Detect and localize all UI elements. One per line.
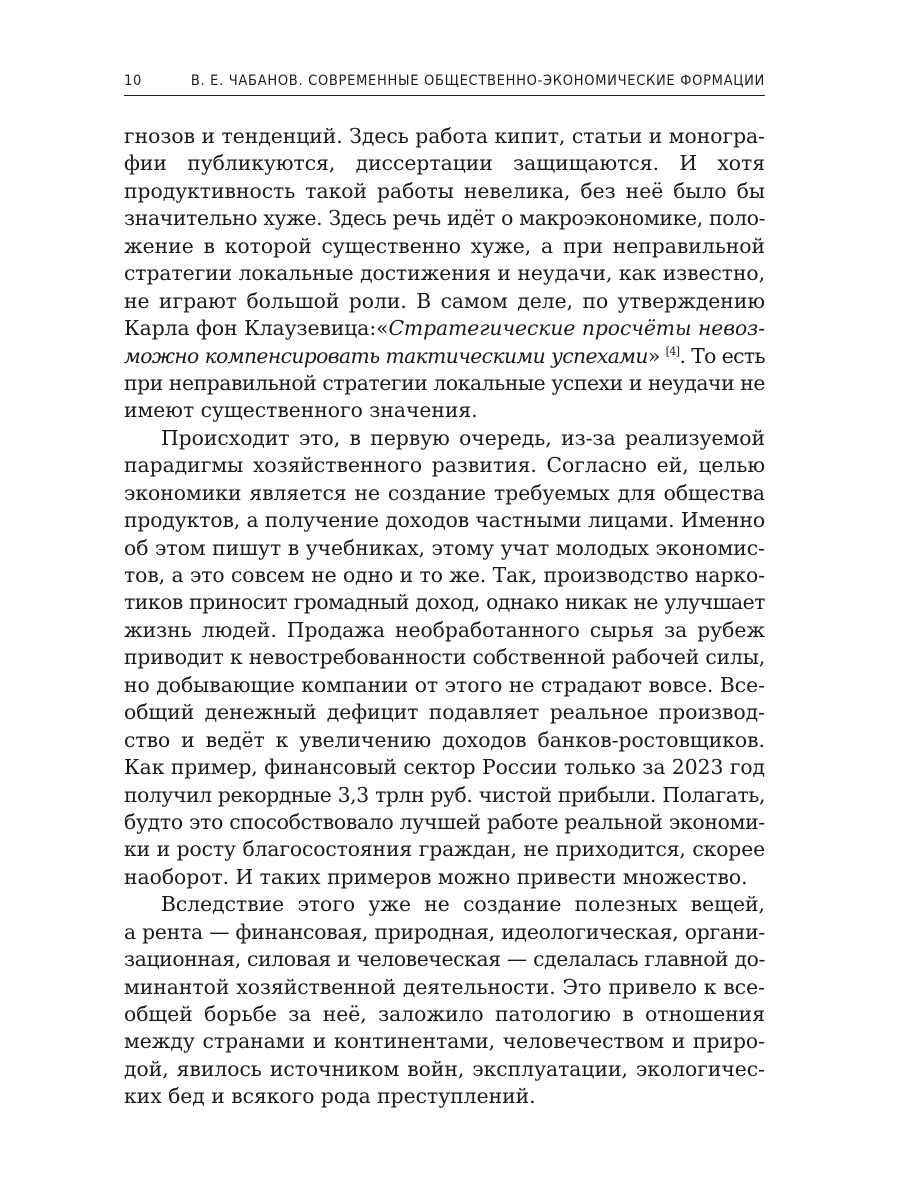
text-line: об этом пишут в учебниках, этому учат молодых экономис-	[124, 535, 765, 560]
text-line: ких бед и всякого рода преступлений.	[124, 1084, 536, 1109]
quote-tail: . То есть	[679, 343, 765, 368]
page-number: 10	[124, 73, 142, 89]
paragraph-1	[124, 123, 765, 425]
text-line: общей борьбе за неё, заложило патологию в отношения	[124, 1002, 765, 1026]
text-line: тиков приносит громадный доход, однако никак не улучшает	[124, 590, 765, 615]
text-line: общий денежный дефицит подавляет реальное производ-	[124, 700, 765, 725]
text-line: не играют большой роли. В самом деле, по утверждению	[124, 288, 765, 313]
body-text	[124, 123, 765, 1111]
footnote-reference[interactable]: [4]	[665, 344, 680, 358]
paragraph-2	[124, 425, 765, 891]
text-line: экономики является не создание требуемых для общества	[124, 480, 765, 505]
text-line: имеют существенного значения.	[124, 398, 478, 423]
clausewitz-quote-end: можно компенсировать тактическими успехами	[124, 343, 648, 368]
text-line: значительно хуже. Здесь речь идёт о макроэкономике, поло-	[124, 206, 766, 231]
text-line: ство и ведёт к увеличению доходов банков-ростовщиков.	[124, 727, 765, 752]
text-line: при неправильной стратегии локальные успехи и неудачи не	[124, 370, 765, 395]
text-line: будто это способствовало лучшей работе реальной экономи-	[124, 809, 765, 834]
text-line: дой, явилось источником войн, эксплуатации, экологичес-	[124, 1056, 765, 1081]
clausewitz-quote-start: Стратегические просчёты невоз-	[388, 316, 765, 341]
text-line: Как пример, финансовый сектор России только за 2023 год	[124, 755, 765, 780]
text-line: гнозов и тенденций. Здесь работа кипит, статьи и моногра-	[124, 124, 765, 148]
quote-close: »	[647, 343, 666, 368]
text-line: Вследствие этого уже не создание полезных вещей,	[161, 892, 765, 917]
paragraph-3	[124, 891, 765, 1111]
quote-line	[124, 343, 765, 370]
text-line: жение в которой существенно хуже, а при неправильной	[124, 233, 765, 258]
text-line: а рента — финансовая, природная, идеологическая, органи-	[124, 919, 766, 944]
running-header	[124, 66, 765, 90]
text-line: тов, а это совсем не одно и то же. Так, производство нарко-	[124, 563, 765, 587]
quote-lead-in: Карла фон Клаузевица:«	[124, 316, 389, 341]
text-line: получил рекордные 3,3 трлн руб. чистой прибыли. Полагать,	[124, 782, 765, 807]
text-line: Происходит это, в первую очередь, из-за реализуемой	[161, 425, 765, 450]
header-rule	[124, 95, 765, 96]
quote-line	[124, 315, 765, 342]
text-line: наоборот. И таких примеров можно привести множество.	[124, 864, 748, 889]
text-line: между странами и континентами, человечеством и приро-	[124, 1029, 765, 1054]
text-line: продуктов, а получение доходов частными лицами. Именно	[124, 508, 765, 533]
text-line: жизнь людей. Продажа необработанного сырья за рубеж	[124, 617, 765, 642]
text-line: стратегии локальные достижения и неудачи, как известно,	[124, 261, 765, 286]
text-line: но добывающие компании от этого не страдают вовсе. Все-	[124, 672, 765, 697]
text-line: ки и росту благосостояния граждан, не приходится, скорее	[124, 837, 765, 862]
running-title: В. Е. ЧАБАНОВ. СОВРЕМЕННЫЕ ОБЩЕСТВЕННО-ЭКОНОМИЧЕСКИЕ ФОРМАЦИИ	[190, 73, 765, 89]
text-line: продуктивность такой работы невелика, без неё было бы	[124, 178, 765, 203]
text-line: фии публикуются, диссертации защищаются. И хотя	[124, 151, 765, 176]
text-line: парадигмы хозяйственного развития. Согласно ей, целью	[124, 453, 765, 478]
text-line: минантой хозяйственной деятельности. Это привело к все-	[124, 974, 765, 999]
text-line: зационная, силовая и человеческая — сделалась главной до-	[124, 947, 765, 972]
text-line: приводит к невостребованности собственной рабочей силы,	[124, 645, 765, 670]
